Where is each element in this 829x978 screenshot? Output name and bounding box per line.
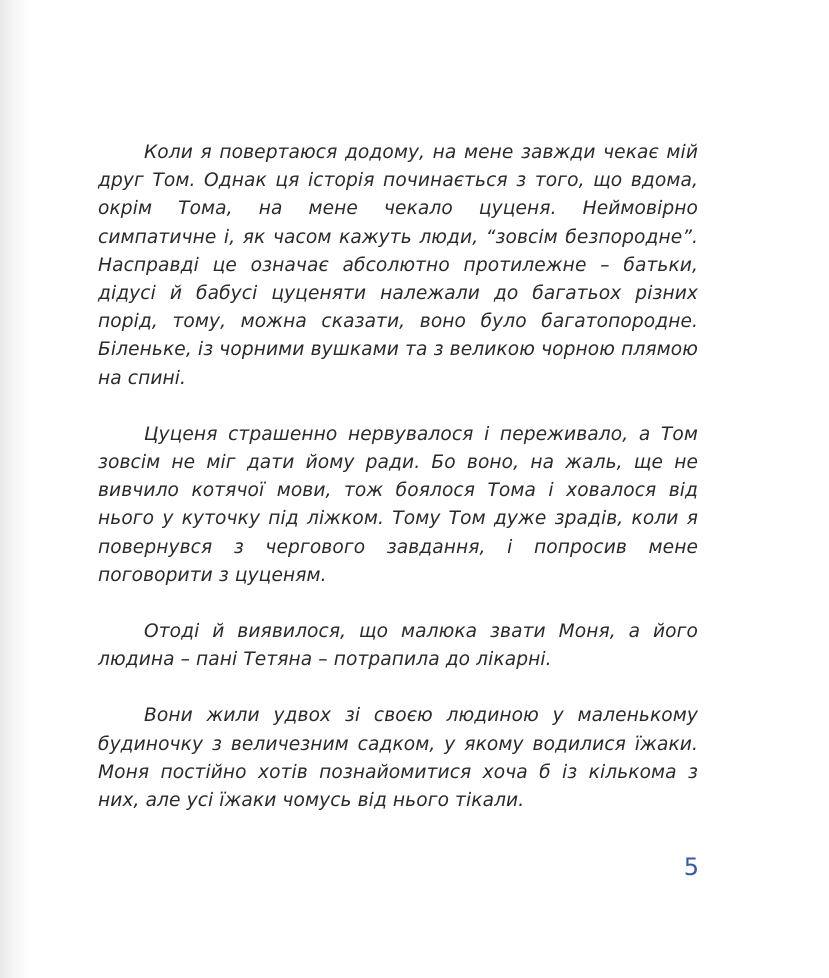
- story-text: [98, 139, 698, 843]
- page-edge-shadow: [0, 0, 30, 978]
- paragraph-3: Отоді й виявилося, що малюка звати Моня, а його людина – пані Тетяна – потрапила до лікарні.: [98, 621, 698, 671]
- paragraph-2: Цуценя страшенно нервувалося і переживало, а Том зовсім не міг дати йому ради. Бо воно, на жаль, ще не вивчило котячої мови, тож боялося Тома і ховалося від нього у куточку під ліжком. Тому Том дуже зрадів, коли я повернувся з чергового завдання, і попросив мене поговорити з цуценям.: [98, 423, 698, 586]
- page-number: 5: [683, 853, 699, 881]
- paragraph-4: Вони жили удвох зі своєю людиною у маленькому будиночку з величезним садком, у якому водилися їжаки. Моня постійно хотів познайомитися хоча б із кількома з них, але усі їжаки чомусь від нього тікали.: [98, 705, 698, 812]
- paragraph-1: Коли я повертаюся додому, на мене завжди чекає мій друг Том. Однак ця історія починається з того, що вдома, окрім Тома, на мене чекало цуценя. Неймовірно симпатичне і, як часом кажуть люди, “зовсім безпородне”. Насправді це означає абсолютно протилежне – батьки, дідусі й бабусі цуценяти належали до багатьох різних порід, тому, можна сказати, воно було багатопородне. Біленьке, із чорними вушками та з великою чорною плямою на спині.: [98, 142, 698, 389]
